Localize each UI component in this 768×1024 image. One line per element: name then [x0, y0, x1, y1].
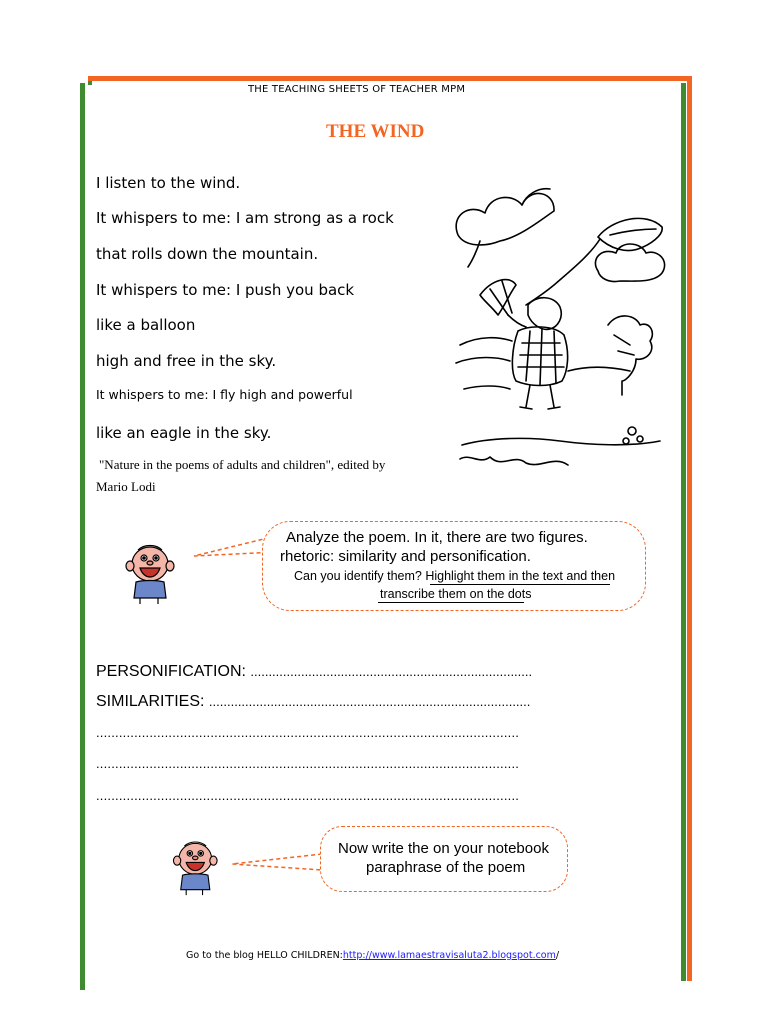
poem-line: I listen to the wind.	[96, 174, 241, 192]
right-orange-bar	[687, 76, 692, 981]
footer-prefix: Go to the blog HELLO CHILDREN:	[186, 950, 343, 961]
poem-line: It whispers to me: I fly high and powerful	[96, 387, 353, 402]
cartoon-boy-icon	[120, 540, 186, 606]
poem-line: like a balloon	[96, 316, 196, 334]
poem-line: like an eagle in the sky.	[96, 424, 272, 442]
poem-line: It whispers to me: I push you back	[96, 281, 355, 299]
similarities-label: SIMILARITIES:	[96, 693, 209, 710]
poem-line: It whispers to me: I am strong as a rock	[96, 209, 394, 227]
similarities-dots: .........................................................................................	[208, 694, 531, 709]
underline-highlight	[430, 584, 610, 585]
bubble-line: transcribe them on the dots	[380, 587, 532, 601]
bubble-line: Analyze the poem. In it, there are two figures.	[286, 529, 588, 546]
page-header: THE TEACHING SHEETS OF TEACHER MPM	[248, 84, 466, 95]
bubble-line: Now write the on your notebook	[338, 840, 549, 857]
top-green-bar	[88, 81, 92, 85]
blog-link[interactable]: http://www.lamaestravisaluta2.blogspot.com	[342, 950, 556, 961]
page-footer	[186, 950, 559, 961]
left-green-bar	[80, 83, 85, 990]
page-title: THE WIND	[326, 121, 425, 142]
footer-suffix: /	[555, 950, 560, 961]
bubble-line: Can you identify them? Highlight them in the text and then	[294, 569, 616, 583]
bubble-line: paraphrase of the poem	[366, 859, 526, 876]
poem-source-author: Mario Lodi	[96, 479, 156, 494]
answer-dot-line[interactable]: ...............................................................................................................	[96, 788, 520, 803]
windy-scene-illustration	[450, 175, 672, 475]
personification-dots: ..............................................................................	[250, 664, 533, 679]
right-green-bar	[681, 83, 686, 981]
poem-line: high and free in the sky.	[96, 352, 277, 370]
underline-highlight	[378, 602, 524, 603]
bubble-line: rhetoric: similarity and personification.	[280, 548, 531, 565]
cartoon-boy-icon	[168, 834, 228, 900]
top-orange-bar	[88, 76, 691, 81]
answer-dot-line[interactable]: ...............................................................................................................	[96, 756, 520, 771]
poem-line: that rolls down the mountain.	[96, 245, 319, 263]
personification-label: PERSONIFICATION:	[96, 663, 251, 680]
personification-answer-line[interactable]	[96, 663, 532, 681]
poem-source: "Nature in the poems of adults and children", edited by	[99, 457, 386, 472]
similarities-answer-line[interactable]	[96, 693, 530, 711]
speech-bubble-pointer	[226, 840, 326, 880]
answer-dot-line[interactable]: ...............................................................................................................	[96, 725, 520, 740]
